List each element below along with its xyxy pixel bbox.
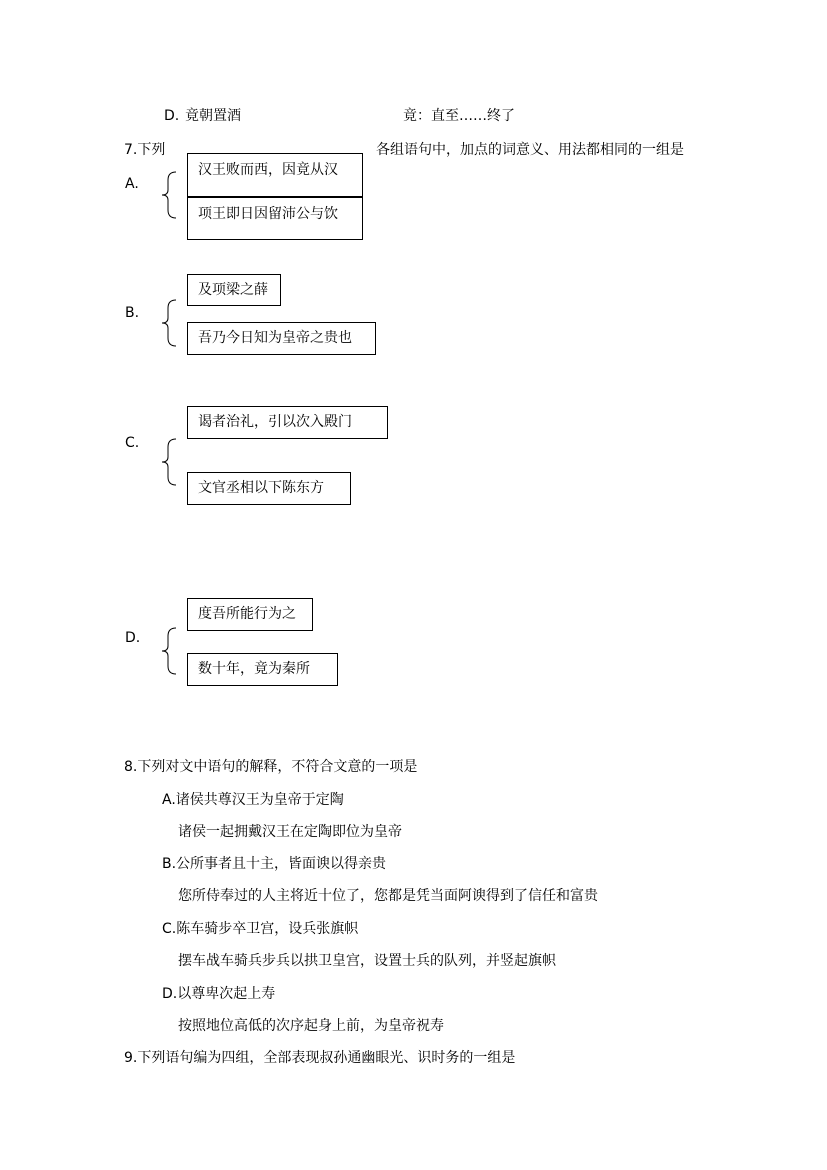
q8-option-d-sentence: D.以尊卑次起上寿 bbox=[162, 986, 276, 1002]
q7-option-a-brace bbox=[158, 170, 180, 220]
q6-option-d-label: D. bbox=[164, 108, 180, 124]
q7-option-c-brace bbox=[158, 437, 180, 487]
q8-option-c-explanation: 摆车战车骑兵步兵以拱卫皇宫，设置士兵的队列，并竖起旗帜 bbox=[178, 953, 556, 969]
q7-option-c-first: 谒者治礼，引以次入殿门 bbox=[187, 406, 388, 439]
q8-prompt: 8.下列对文中语句的解释，不符合文意的一项是 bbox=[124, 759, 418, 775]
q8-option-d-explanation: 按照地位高低的次序起身上前，为皇帝祝寿 bbox=[178, 1018, 444, 1034]
q7-option-a-first: 汉王败而西，因竟从汉 bbox=[187, 153, 363, 197]
q8-option-c-sentence: C.陈车骑步卒卫宫，设兵张旗帜 bbox=[162, 921, 359, 937]
q7-prompt: 各组语句中，加点的词意义、用法都相同的一组是 bbox=[376, 142, 684, 158]
q6-option-d-text: 竟朝置酒 bbox=[185, 108, 241, 124]
q8-option-a-sentence: A.诸侯共尊汉王为皇帝于定陶 bbox=[162, 792, 344, 808]
q7-option-d-brace bbox=[158, 626, 180, 676]
q7-option-b-first: 及项梁之薛 bbox=[187, 274, 281, 306]
q7-option-d-first: 度吾所能行为之 bbox=[187, 598, 313, 631]
q7-option-d-second: 数十年，竟为秦所 bbox=[187, 653, 338, 686]
q8-option-a-explanation: 诸侯一起拥戴汉王在定陶即位为皇帝 bbox=[178, 824, 402, 840]
q9-prompt: 9.下列语句编为四组，全部表现叔孙通幽眼光、识时务的一组是 bbox=[124, 1050, 516, 1066]
q6-option-d-gloss: 竟：直至……终了 bbox=[403, 108, 515, 124]
q7-option-a-second: 项王即日因留沛公与饮 bbox=[187, 197, 363, 240]
q7-option-b-label: B. bbox=[125, 305, 140, 321]
q7-option-b-brace bbox=[158, 298, 180, 348]
q8-option-b-sentence: B.公所事者且十主，皆面谀以得亲贵 bbox=[162, 856, 387, 872]
q7-number: 7.下列 bbox=[124, 142, 166, 158]
q8-option-b-explanation: 您所侍奉过的人主将近十位了，您都是凭当面阿谀得到了信任和富贵 bbox=[178, 888, 598, 904]
q7-option-d-label: D. bbox=[125, 630, 141, 646]
q7-option-c-label: C. bbox=[125, 435, 140, 451]
q7-option-b-second: 吾乃今日知为皇帝之贵也 bbox=[187, 322, 376, 355]
q7-option-c-second: 文官丞相以下陈东方 bbox=[187, 472, 351, 505]
q7-option-a-label: A. bbox=[125, 176, 139, 192]
